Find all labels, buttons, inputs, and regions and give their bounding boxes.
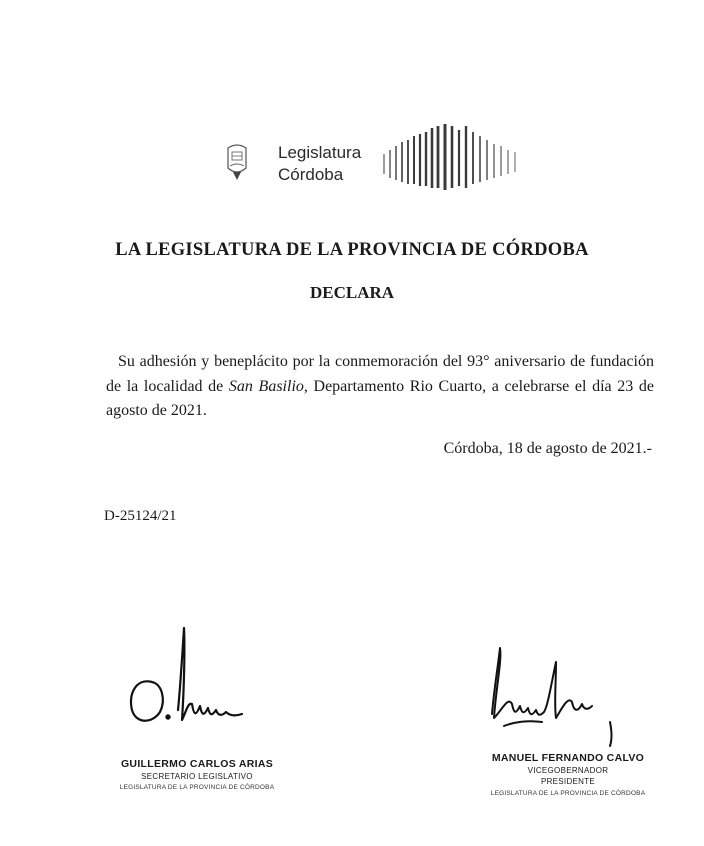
legislature-logo: [224, 122, 544, 192]
signature-arias: [122, 620, 272, 730]
document-title: LA LEGISLATURA DE LA PROVINCIA DE CÓRDOBA: [115, 240, 589, 260]
logo-wordmark: [278, 142, 361, 186]
place-name: San Basilio: [228, 377, 304, 395]
body-text-start: Su adhesión y beneplácito por la conmemoración del 93° aniversario de fundación de la localidad de: [106, 353, 654, 395]
signer-2-org: LEGISLATURA DE LA PROVINCIA DE CÓRDOBA: [490, 790, 646, 797]
dateline: Córdoba, 18 de agosto de 2021.-: [443, 440, 652, 457]
signer-1-org: LEGISLATURA DE LA PROVINCIA DE CÓRDOBA: [119, 784, 275, 791]
logo-line-1: Legislatura: [278, 143, 362, 162]
signer-1-role: SECRETARIO LEGISLATIVO: [141, 772, 253, 781]
signer-2-role-2: PRESIDENTE: [540, 777, 596, 786]
coat-of-arms-icon: [224, 142, 250, 182]
equalizer-bars-icon: [382, 122, 532, 192]
signer-2-name: MANUEL FERNANDO CALVO: [491, 752, 645, 764]
signer-2-role: VICEGOBERNADOR: [527, 766, 609, 775]
signature-calvo: [484, 640, 624, 748]
logo-line-2: Córdoba: [278, 165, 344, 184]
declaration-body: [106, 350, 654, 424]
document-reference: D-25124/21: [104, 508, 177, 524]
body-text-end: , Departamento Rio Cuarto, a celebrarse el día 23 de agosto de 2021.: [106, 377, 654, 419]
signer-1-name: GUILLERMO CARLOS ARIAS: [120, 758, 274, 770]
document-heading: DECLARA: [309, 283, 395, 302]
